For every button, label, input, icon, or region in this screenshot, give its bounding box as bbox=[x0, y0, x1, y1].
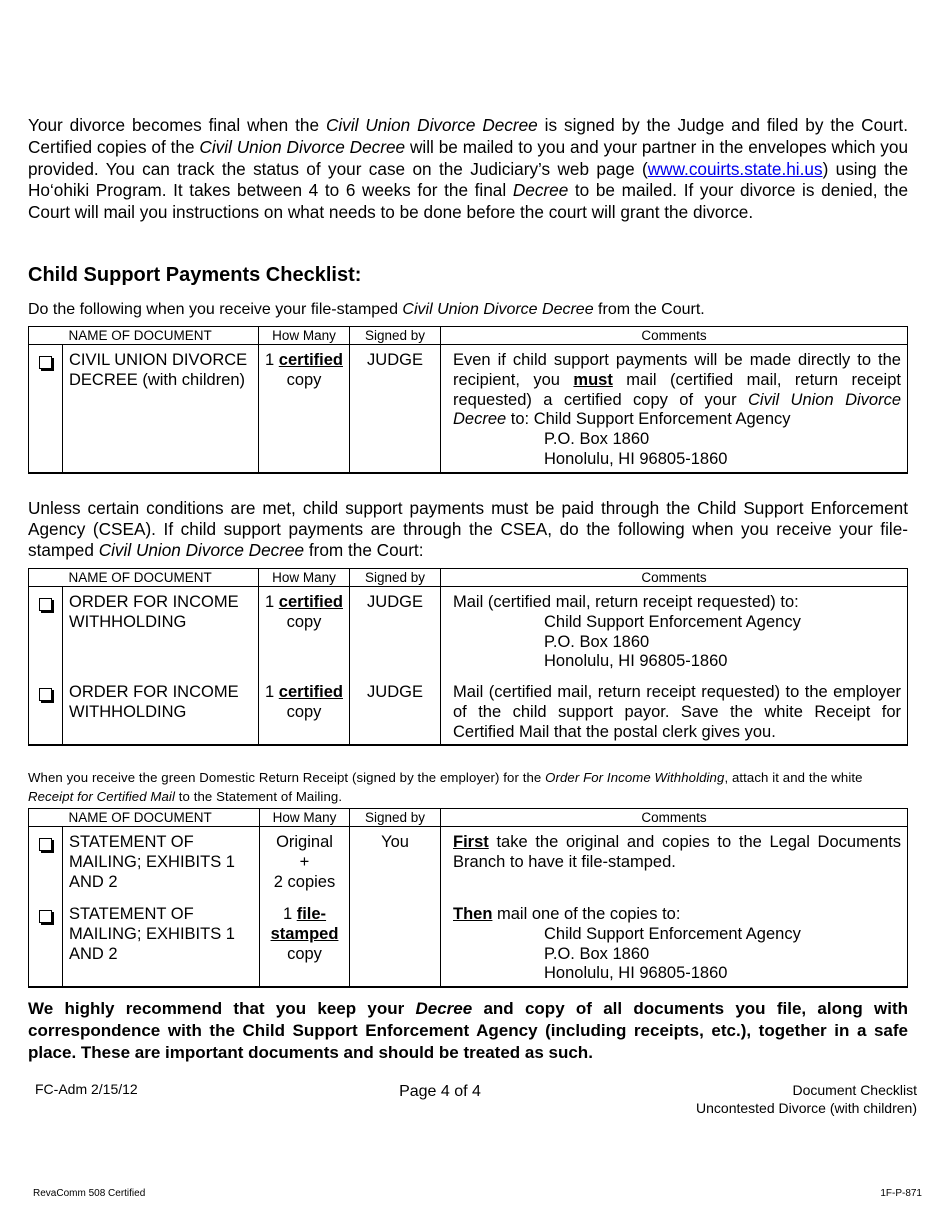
lead-text: from the Court. bbox=[593, 301, 705, 318]
note-text: , attach it and the white bbox=[724, 770, 863, 785]
document-title bbox=[696, 1081, 917, 1117]
para-text: from the Court: bbox=[304, 540, 424, 560]
signed-by-cell: JUDGE bbox=[350, 677, 441, 745]
comments-cell bbox=[441, 827, 908, 900]
copy-label: copy bbox=[287, 944, 322, 963]
header-comments: Comments bbox=[441, 327, 908, 345]
comment-italic: Civil Union Divorce Decree bbox=[453, 390, 901, 429]
comment-text: Mail (certified mail, return receipt requested) to: bbox=[453, 593, 799, 611]
header-comments: Comments bbox=[441, 809, 908, 827]
form-number: FC-Adm 2/15/12 bbox=[35, 1081, 138, 1097]
stamped-label: stamped bbox=[270, 924, 339, 943]
count: 1 bbox=[282, 905, 293, 923]
header-how-many: How Many bbox=[259, 327, 350, 345]
checkbox[interactable] bbox=[39, 838, 52, 851]
table-row bbox=[29, 587, 908, 678]
table-row bbox=[29, 827, 908, 900]
header-name: NAME OF DOCUMENT bbox=[63, 569, 259, 587]
signed-by-cell: JUDGE bbox=[350, 587, 441, 678]
document-name: ORDER FOR INCOME WITHHOLDING bbox=[63, 677, 259, 745]
address-line: Honolulu, HI 96805-1860 bbox=[544, 964, 728, 983]
intro-text: is signed by the Judge and filed by the Court. Certified copies of the bbox=[28, 115, 908, 157]
document-name: CIVIL UNION DIVORCE DECREE (with children) bbox=[63, 345, 259, 473]
checkbox[interactable] bbox=[39, 688, 52, 701]
form-code: 1F-P-871 bbox=[880, 1188, 922, 1199]
certified-label: certified bbox=[278, 683, 343, 701]
plus-label: + bbox=[299, 852, 310, 871]
table-row bbox=[29, 677, 908, 745]
comment-text: take the original and copies to the Legal Documents Branch to have it file-stamped. bbox=[453, 833, 901, 871]
comment-text: mail (certified mail, return receipt requested) a certified copy of your bbox=[453, 370, 901, 409]
recommendation-paragraph bbox=[28, 998, 908, 1064]
intro-text: Your divorce becomes final when the bbox=[28, 115, 326, 135]
comments-cell bbox=[441, 587, 908, 678]
note-text: to the Statement of Mailing. bbox=[174, 789, 343, 804]
judiciary-link[interactable]: www.couirts.state.hi.us bbox=[647, 158, 823, 179]
csea-paragraph bbox=[28, 498, 908, 561]
intro-paragraph bbox=[28, 115, 908, 224]
para-text: Unless certain conditions are met, child support payments must be paid through the Child Support Enforcement Agency (CSEA). If child support payments are through the CSEA, do the following when you receive your file-stamped bbox=[28, 498, 908, 560]
section-heading: Child Support Payments Checklist: bbox=[28, 264, 362, 286]
header-blank bbox=[29, 569, 63, 587]
signed-by-cell bbox=[350, 899, 441, 987]
signed-by-cell: You bbox=[350, 827, 441, 900]
document-name: STATEMENT OF MAILING; EXHIBITS 1 AND 2 bbox=[63, 827, 260, 900]
checkbox[interactable] bbox=[39, 598, 52, 611]
intro-text: will be mailed to you and your partner in the envelopes which you provided. You can track the status of your case on the Judiciary’s web page ( bbox=[28, 136, 908, 179]
recommend-italic: Decree bbox=[415, 999, 473, 1018]
comments-cell bbox=[441, 899, 908, 987]
lead-italic: Civil Union Divorce Decree bbox=[402, 301, 594, 318]
lead-sentence bbox=[28, 301, 908, 319]
intro-italic: Civil Union Divorce Decree bbox=[325, 115, 538, 135]
checkbox[interactable] bbox=[39, 910, 52, 923]
header-comments: Comments bbox=[441, 569, 908, 587]
count: 1 bbox=[265, 593, 275, 611]
header-how-many: How Many bbox=[259, 569, 350, 587]
count: 1 bbox=[265, 683, 275, 701]
recommend-text: We highly recommend that you keep your bbox=[28, 999, 416, 1018]
comment-text: mail one of the copies to: bbox=[492, 905, 681, 923]
first-emphasis: First bbox=[453, 833, 489, 851]
copy-label: copy bbox=[286, 702, 322, 721]
certification-note: RevaComm 508 Certified bbox=[33, 1188, 146, 1199]
checklist-table-decree bbox=[28, 326, 908, 474]
header-signed-by: Signed by bbox=[350, 327, 441, 345]
header-how-many: How Many bbox=[260, 809, 350, 827]
how-many-cell bbox=[259, 677, 350, 745]
address-line: P.O. Box 1860 bbox=[544, 632, 650, 651]
lead-text: Do the following when you receive your file-stamped bbox=[28, 301, 403, 318]
intro-italic: Civil Union Divorce Decree bbox=[199, 136, 406, 157]
count: 1 bbox=[265, 351, 275, 369]
address-line: Child Support Enforcement Agency bbox=[544, 612, 801, 631]
recommend-text: and copy of all documents you file, along with correspondence with the Child Support Enforcement Agency (including receipts, etc.), together in a safe place. These are important documents and should be treated as such. bbox=[28, 999, 908, 1062]
intro-italic: Decree bbox=[512, 180, 569, 201]
intro-text: to be mailed. If your divorce is denied, the Court will mail you instructions on what needs to be done before the court will grant the divorce. bbox=[28, 180, 909, 223]
address-line: P.O. Box 1860 bbox=[544, 430, 650, 449]
header-blank bbox=[29, 809, 63, 827]
comment-text: Even if child support payments will be made directly to the recipient, you bbox=[453, 351, 901, 389]
checkbox[interactable] bbox=[39, 356, 52, 369]
header-name: NAME OF DOCUMENT bbox=[63, 327, 259, 345]
how-many-cell bbox=[260, 899, 350, 987]
document-name: STATEMENT OF MAILING; EXHIBITS 1 AND 2 bbox=[63, 899, 260, 987]
then-emphasis: Then bbox=[453, 905, 493, 923]
header-signed-by: Signed by bbox=[350, 809, 441, 827]
address-line: Child Support Enforcement Agency bbox=[544, 924, 801, 943]
note-text: When you receive the green Domestic Return Receipt (signed by the employer) for the bbox=[28, 770, 546, 785]
copy-label: copy bbox=[286, 370, 322, 389]
page-number: Page 4 of 4 bbox=[399, 1083, 481, 1100]
how-many-cell bbox=[259, 587, 350, 678]
copy-label: copy bbox=[286, 612, 322, 631]
table-row bbox=[29, 345, 908, 473]
comment-text: to: Child Support Enforcement Agency bbox=[506, 410, 791, 429]
original-label: Original bbox=[276, 833, 333, 851]
address-line: Honolulu, HI 96805-1860 bbox=[544, 652, 728, 671]
header-blank bbox=[29, 327, 63, 345]
para-italic: Civil Union Divorce Decree bbox=[98, 540, 305, 560]
signed-by-cell: JUDGE bbox=[350, 345, 441, 473]
intro-text: ) using the Ho‘ohiki Program. It takes between 4 to 6 weeks for the final bbox=[28, 158, 909, 201]
return-receipt-note bbox=[28, 768, 908, 806]
note-italic: Receipt for Certified Mail bbox=[28, 789, 175, 804]
document-name: ORDER FOR INCOME WITHHOLDING bbox=[63, 587, 259, 678]
certified-label: certified bbox=[278, 351, 343, 369]
table-row bbox=[29, 899, 908, 987]
header-name: NAME OF DOCUMENT bbox=[63, 809, 260, 827]
header-signed-by: Signed by bbox=[350, 569, 441, 587]
checklist-table-statement bbox=[28, 808, 908, 988]
address-line: P.O. Box 1860 bbox=[544, 944, 650, 963]
copies-label: 2 copies bbox=[273, 872, 336, 891]
how-many-cell bbox=[260, 827, 350, 900]
file-label: file- bbox=[296, 905, 327, 923]
note-italic: Order For Income Withholding bbox=[545, 770, 725, 785]
checklist-table-income bbox=[28, 568, 908, 746]
how-many-cell bbox=[259, 345, 350, 473]
doc-title-line: Uncontested Divorce (with children) bbox=[696, 1100, 917, 1116]
doc-title-line: Document Checklist bbox=[792, 1082, 917, 1098]
comments-cell bbox=[441, 345, 908, 473]
address-line: Honolulu, HI 96805-1860 bbox=[544, 449, 728, 468]
comments-cell: Mail (certified mail, return receipt requested) to the employer of the child support payor. Save the white Receipt for Certified Mail that the postal clerk gives you. bbox=[441, 677, 908, 745]
certified-label: certified bbox=[278, 593, 343, 611]
must-emphasis: must bbox=[573, 370, 613, 389]
